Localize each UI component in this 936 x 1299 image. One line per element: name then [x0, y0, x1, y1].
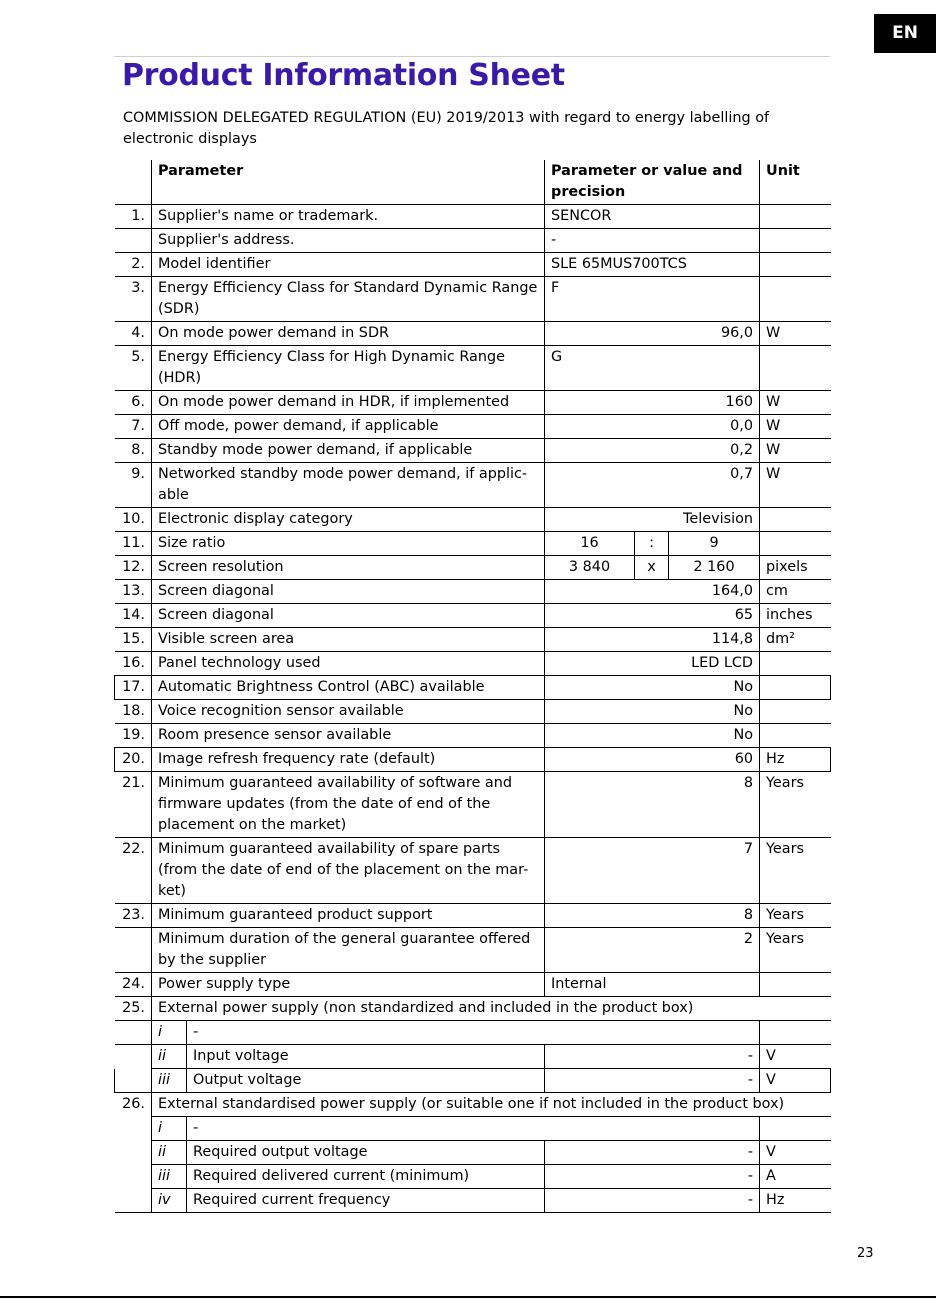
sub-value: -: [545, 1069, 760, 1093]
sub-row: [115, 1021, 831, 1045]
row-parameter: Minimum duration of the general guarantee offered by the supplier: [152, 928, 545, 973]
row-value: 114,8: [545, 628, 760, 652]
row-value: 96,0: [545, 322, 760, 346]
sub-row: [115, 1165, 831, 1189]
row-value: 0,0: [545, 415, 760, 439]
sub-unit: Hz: [760, 1189, 831, 1213]
row-parameter: Screen resolution: [152, 556, 545, 580]
row-number: 5.: [115, 346, 152, 391]
row-unit: [760, 652, 831, 676]
row-value: SLE 65MUS700TCS: [545, 253, 760, 277]
sub-roman: i: [152, 1021, 187, 1045]
table-row: [115, 556, 831, 580]
row-number: 10.: [115, 508, 152, 532]
table-row: [115, 391, 831, 415]
row-unit: dm²: [760, 628, 831, 652]
row-value: No: [545, 724, 760, 748]
row-unit: Years: [760, 904, 831, 928]
row-unit: Hz: [760, 748, 831, 772]
row-value: 60: [545, 748, 760, 772]
row-value: 65: [545, 604, 760, 628]
sub-roman: iii: [152, 1165, 187, 1189]
page-number: 23: [857, 1246, 874, 1261]
table-row: [115, 700, 831, 724]
sub-label: Output voltage: [187, 1069, 545, 1093]
row-parameter: Power supply type: [152, 973, 545, 997]
sub-roman: ii: [152, 1141, 187, 1165]
sub-label: -: [187, 1117, 760, 1141]
table-row: [115, 928, 831, 973]
ratio-separator: :: [635, 532, 669, 556]
row-number: 12.: [115, 556, 152, 580]
row-parameter: Supplier's name or trademark.: [152, 205, 545, 229]
row-parameter: Minimum guaranteed product support: [152, 904, 545, 928]
row-value: No: [545, 676, 760, 700]
table-row: [115, 463, 831, 508]
table-row: [115, 997, 831, 1021]
row-number: 11.: [115, 532, 152, 556]
row-value: -: [545, 229, 760, 253]
row-unit: [760, 205, 831, 229]
sub-roman: iii: [152, 1069, 187, 1093]
row-number: [115, 229, 152, 253]
regulation-subtitle: COMMISSION DELEGATED REGULATION (EU) 2019/2013 with regard to energy labelling of electronic displays: [123, 110, 770, 147]
row-parameter: External standardised power supply (or suitable one if not included in the product box): [152, 1093, 831, 1117]
row-number: 14.: [115, 604, 152, 628]
row-number: 9.: [115, 463, 152, 508]
row-number: 3.: [115, 277, 152, 322]
row-value: 7: [545, 838, 760, 904]
sub-value: -: [545, 1165, 760, 1189]
row-number: 8.: [115, 439, 152, 463]
row-unit: W: [760, 391, 831, 415]
row-number: 20.: [115, 748, 152, 772]
row-number: 17.: [115, 676, 152, 700]
row-value: SENCOR: [545, 205, 760, 229]
table-row: [115, 628, 831, 652]
row-number: 24.: [115, 973, 152, 997]
table-row: [115, 532, 831, 556]
row-unit: W: [760, 415, 831, 439]
sub-unit: [760, 1021, 831, 1045]
sub-roman: iv: [152, 1189, 187, 1213]
row-value: LED LCD: [545, 652, 760, 676]
row-parameter: Off mode, power demand, if applicable: [152, 415, 545, 439]
row-value: Television: [545, 508, 760, 532]
language-badge: EN: [874, 14, 936, 53]
header-value: Parameter or value and precision: [545, 160, 760, 205]
row-parameter: External power supply (non standardized and included in the product box): [152, 997, 831, 1021]
row-value: 8: [545, 904, 760, 928]
resolution-separator: x: [635, 556, 669, 580]
sub-roman: ii: [152, 1045, 187, 1069]
row-value: F: [545, 277, 760, 322]
sub-row: [115, 1069, 831, 1093]
row-parameter: Minimum guaranteed availability of software and firmware updates (from the date of end of the placement on the market): [152, 772, 545, 838]
row-unit: cm: [760, 580, 831, 604]
row-unit: [760, 532, 831, 556]
resolution-height: 2 160: [669, 556, 760, 580]
page-title: Product Information Sheet: [122, 58, 565, 93]
table-row: [115, 604, 831, 628]
row-number: [115, 928, 152, 973]
row-unit: W: [760, 322, 831, 346]
row-parameter: Automatic Brightness Control (ABC) available: [152, 676, 545, 700]
table-row: [115, 973, 831, 997]
table-row: [115, 277, 831, 322]
row-unit: [760, 724, 831, 748]
row-parameter: Voice recognition sensor available: [152, 700, 545, 724]
row-unit: inches: [760, 604, 831, 628]
sub-row: [115, 1117, 831, 1141]
sub-unit: V: [760, 1141, 831, 1165]
row-number: 26.: [122, 1096, 145, 1112]
sub-label: -: [187, 1021, 760, 1045]
sub-value: -: [545, 1189, 760, 1213]
row-unit: W: [760, 439, 831, 463]
row-parameter: Size ratio: [152, 532, 545, 556]
row-unit: [760, 973, 831, 997]
row-unit: [760, 508, 831, 532]
row-number: 1.: [115, 205, 152, 229]
sub-value: -: [545, 1045, 760, 1069]
row-unit: [760, 253, 831, 277]
row-unit: [760, 229, 831, 253]
row-number: 18.: [115, 700, 152, 724]
row-unit: [760, 346, 831, 391]
row-value: No: [545, 700, 760, 724]
row-number: 4.: [115, 322, 152, 346]
table-row: [115, 652, 831, 676]
sub-unit: V: [760, 1045, 831, 1069]
row-unit: pixels: [760, 556, 831, 580]
row-value: 164,0: [545, 580, 760, 604]
row-parameter: Visible screen area: [152, 628, 545, 652]
table-row: [115, 676, 831, 700]
row-unit: [760, 277, 831, 322]
row-number: 2.: [115, 253, 152, 277]
row-value: 0,2: [545, 439, 760, 463]
table-row: [115, 229, 831, 253]
row-number: 23.: [115, 904, 152, 928]
row-parameter: Model identifier: [152, 253, 545, 277]
sub-row: [115, 1045, 831, 1069]
sub-unit: V: [760, 1069, 831, 1093]
table-row: [115, 580, 831, 604]
sub-unit: [760, 1117, 831, 1141]
sub-label: Required output voltage: [187, 1141, 545, 1165]
row-parameter: Room presence sensor available: [152, 724, 545, 748]
row-parameter: Panel technology used: [152, 652, 545, 676]
row-parameter: Energy Efficiency Class for Standard Dynamic Range (SDR): [152, 277, 545, 322]
row-value: 2: [545, 928, 760, 973]
table-header-row: [115, 160, 831, 205]
table-row: [115, 439, 831, 463]
table-row: [115, 415, 831, 439]
row-parameter: Networked standby mode power demand, if applic-able: [152, 463, 545, 508]
sub-row: [115, 1141, 831, 1165]
resolution-width: 3 840: [545, 556, 635, 580]
table-row: [115, 748, 831, 772]
row-parameter: On mode power demand in SDR: [152, 322, 545, 346]
row-unit: [760, 700, 831, 724]
row-number: 6.: [115, 391, 152, 415]
row-parameter: Minimum guaranteed availability of spare parts (from the date of end of the placement on the mar-ket): [152, 838, 545, 904]
sub-value: -: [545, 1141, 760, 1165]
table-row: [115, 772, 831, 838]
header-unit: Unit: [760, 160, 831, 205]
table-row: [115, 253, 831, 277]
row-number: 25.: [115, 997, 152, 1021]
row-parameter: Electronic display category: [152, 508, 545, 532]
row-value: G: [545, 346, 760, 391]
row-parameter: Image refresh frequency rate (default): [152, 748, 545, 772]
table-row: [115, 904, 831, 928]
row-value: Internal: [545, 973, 760, 997]
row-unit: Years: [760, 838, 831, 904]
sub-label: Required current frequency: [187, 1189, 545, 1213]
sub-label: Required delivered current (minimum): [187, 1165, 545, 1189]
row-unit: Years: [760, 772, 831, 838]
table-row: [115, 205, 831, 229]
header-parameter: Parameter: [152, 160, 545, 205]
table-row: [115, 322, 831, 346]
spec-table: [114, 160, 831, 1213]
row-value: 160: [545, 391, 760, 415]
table-row: [115, 838, 831, 904]
row-number: 21.: [115, 772, 152, 838]
row-number: 15.: [115, 628, 152, 652]
row-unit: W: [760, 463, 831, 508]
row-number: 19.: [115, 724, 152, 748]
table-row: [115, 1093, 831, 1117]
row-parameter: Standby mode power demand, if applicable: [152, 439, 545, 463]
row-number: 7.: [115, 415, 152, 439]
sub-unit: A: [760, 1165, 831, 1189]
row-number: 16.: [115, 652, 152, 676]
row-parameter: Supplier's address.: [152, 229, 545, 253]
row-number: 22.: [115, 838, 152, 904]
bottom-rule: [0, 1296, 936, 1298]
table-row: [115, 346, 831, 391]
row-unit: [760, 676, 831, 700]
row-parameter: On mode power demand in HDR, if implemented: [152, 391, 545, 415]
ratio-width: 16: [545, 532, 635, 556]
sub-row: [115, 1189, 831, 1213]
top-rule: [114, 56, 830, 57]
table-row: [115, 508, 831, 532]
row-value: 0,7: [545, 463, 760, 508]
row-unit: Years: [760, 928, 831, 973]
table-row: [115, 724, 831, 748]
sub-roman: i: [152, 1117, 187, 1141]
ratio-height: 9: [669, 532, 760, 556]
sub-label: Input voltage: [187, 1045, 545, 1069]
row-number: 13.: [115, 580, 152, 604]
row-parameter: Energy Efficiency Class for High Dynamic Range (HDR): [152, 346, 545, 391]
row-parameter: Screen diagonal: [152, 604, 545, 628]
row-value: 8: [545, 772, 760, 838]
row-parameter: Screen diagonal: [152, 580, 545, 604]
